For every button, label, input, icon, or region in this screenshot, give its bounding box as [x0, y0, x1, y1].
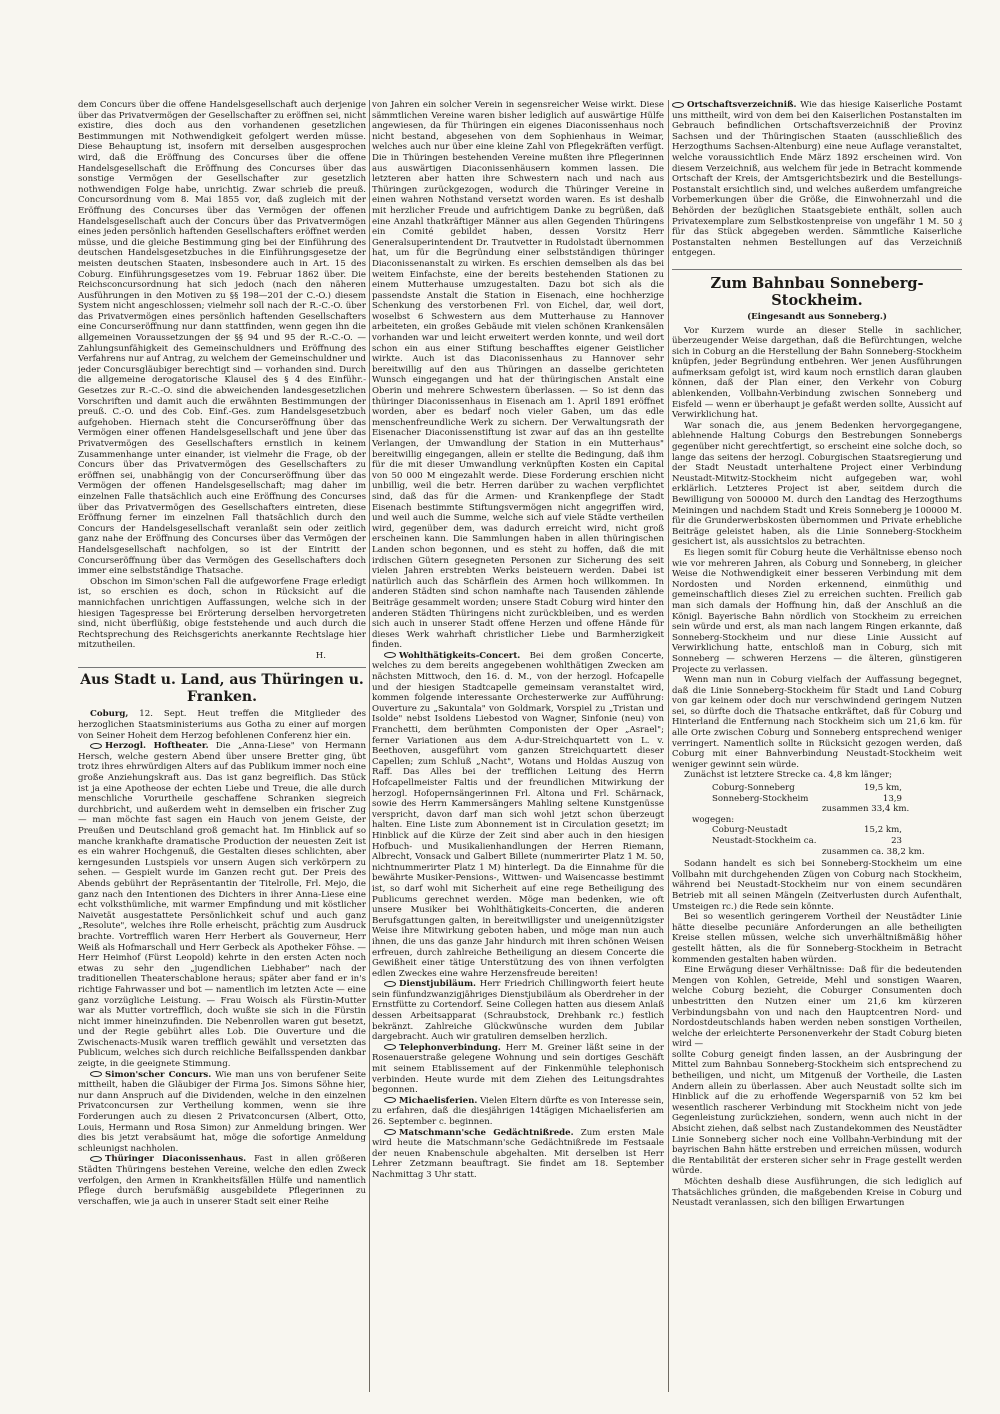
column-rule [668, 100, 669, 1392]
news-text: sollte Coburg geneigt finden lassen, an der Ausbringung der Mittel zum Bahnbau Sonneberg-Stockheim sich entsprechend zu betheiligen, und nicht, um Mitgenuß der Vortheile, die Lasten Andern allein zu überlassen. Aber auch Neustadt sollte sich im Hinblick auf die zu erhoffende Wegersparniß von 52 km bei wesentlich rascherer Verbindung mit Stockheim nicht von jede Gegenleistung zurückziehen, sondern, wenn auch nicht in der Absicht ziehen, daß selbst nach Zustandekommen des Neustädter Linie Sonneberg sicher noch eine Vollbahn-Verbindung mit der bayrischen Bahn hätte erstreben und erreichen müssen, wodurch die Rentabilität der ersteren sicher sehr in Frage gestellt werden würde. [672, 1049, 962, 1177]
section-heading: Aus Stadt u. Land, aus Thüringen u. Franken. [78, 667, 366, 706]
bullet-icon [384, 1044, 396, 1050]
news-heading: Ortschaftsverzeichniß. [687, 100, 797, 110]
concurs-article-text: dem Concurs über die offene Handelsgesellschaft auch derjenige über das Privatvermögen der Gesellschafter zu eröffnen sei, nicht existire, dies doch aus den vorhandenen gesetzlichen Bestimmungen mit Nothwendigkeit gefolgert werden müsse. Diese Behauptung ist, insofern mit derselben ausgesprochen wird, daß die Eröffnung des Concurses über die offene Handelsgesellschaft die Eröffnung des Concurses über das sonstige Vermögen der Gesellschafter zur gesetzlich nothwendigen Folge habe, unrichtig. Zwar schrieb die preuß. Concursordnung vom 8. Mai 1855 vor, daß zugleich mit der Eröffnung des Concurses über das Vermögen der offenen Handelsgesellschaft auch der Concurs über das Privatvermögen eines jeden persönlich haftenden Gesellschafters eröffnet werden müsse, und die gleiche Bestimmung ging bei der Einführung des deutschen Handelsgesetzbuches in die Einführungsgesetze der meisten deutschen Staaten, insbesondere auch in Art. 15 des Coburg. Einführungsgesetzes vom 19. Februar 1862 über. Die Reichsconcursordnung hat sich jedoch (nach den näheren Ausführungen in den Motiven zu §§ 198—201 der C.-O.) diesem System nicht angeschlossen; vielmehr soll nach der R.-C.-O. über das Privatvermögen eines persönlich haftenden Gesellschafters eine Concurseröffnung nur dann stattfinden, wenn gegen ihn die allgemeinen Voraussetzungen der §§ 94 und 95 der R.-C.-O. — Zahlungsunfähigkeit des Gemeinschuldners und Eröffnung des Verfahrens nur auf Antrag, zu welchem der Gemeinschuldner und jeder Concursgläubiger berechtigt sind — vorhanden sind. Durch die allgemeine derogatorische Klausel des § 4 des Einführ.-Gesetzes zur R.-C.-O. sind die abweichenden landesgesetzlichen Vorschriften und damit auch die erwähnten Bestimmungen der preuß. C.-O. und des Cob. Einf.-Ges. zum Handelsgesetzbuch aufgehoben. Hiernach steht die Concurseröffnung über das Vermögen einer offenen Handelsgesellschaft und jene über das Privatvermögen des Gesellschafters ernstlich in keinem Zusammenhange unter einander, ist vielmehr die Frage, ob der Concurs über das Privatvermögen des Gesellschafters zu eröffnen sei, unabhängig von der Concurseröffnung über das Vermögen der offenen Handelsgesellschaft; mag daher im einzelnen Falle thatsächlich auch eine Eröffnung des Concurses über das Privatvermögen des Gesellschafters eintreten, diese Eröffnung ferner im einzelnen Fall thatsächlich durch den Concurs der Handelsgesellschaft veranlaßt sein oder zeitlich ganz nahe der Eröffnung des Concurses über das Vermögen der Handelsgesellschaft nachfolgen, so ist der Eintritt der Concurseröffnung über das Vermögen des Gesellschafters doch immer eine selbstständige Thatsache. [78, 100, 366, 577]
article-subtitle: (Eingesandt aus Sonneberg.) [747, 311, 887, 322]
article-title: Zum Bahnbau Sonneberg-Stockheim. [672, 269, 962, 309]
bullet-icon [384, 981, 396, 987]
news-text: Vor Kurzem wurde an dieser Stelle in sachlicher, überzeugender Weise dargethan, daß die Befürchtungen, welche sich in Coburg an die Herstellung der Bahn Sonneberg-Stockheim knüpfen, jeder Begründung entbehren. Wer jenen Ausführungen aufmerksam gefolgt ist, wird kaum noch ernstlich daran glauben können, daß der Plan einer, den Verkehr von Coburg ablenkenden, Vollbahn-Verbindung zwischen Sonneberg und Eisfeld — wenn er überhaupt je gefaßt werden sollte, Aussicht auf Verwirklichung hat. [672, 325, 962, 421]
news-text: Die „Anna-Liese" von Hermann Hersch, welche gestern Abend über unsere Bretter ging, übt trotz ihres ehrwürdigen Alters auf das Publikum immer noch eine große Anziehungskraft aus. Das ist ganz begreiflich. Das Stück ist ja eine Apotheose der echten Liebe und Treue, die alle durch menschliche Vorurtheile geschaffene Schranken siegreich durchbricht, und außerdem weht in demselben ein frischer Zug — man möchte fast sagen ein Hauch von jenem Geiste, der Preußen und Deutschland groß gemacht hat. Im Hinblick auf so manche krankhafte dramatische Production der neuesten Zeit ist es ein wahrer Hochgenuß, die Gestalten dieses schlichten, aber kerngesunden Lustspiels vor unsern Augen sich verkörpern zu sehen. — Gespielt wurde im Ganzen recht gut. Der Preis des Abends gebührt der Repräsentantin der Titelrolle, Frl. Mejo, die ganz nach den Intentionen des Dichters in ihrer Anna-Liese eine echt volksthümliche, mit warmer Empfindung und mit köstlicher Naivetät ausgestattete Persönlichkeit schuf und auch ganz „Resolute", welches ihre Rolle erheischt, prächtig zum Ausdruck brachte. Vortrefflich waren Herr Herbert als Gouverneur, Herr Weiß als Hofmarschall und Herr Gerbeck als Apotheker Föhse. — Herr Heimhof (Fürst Leopold) kehrte in den ersten Acten noch etwas zu sehr den „jugendlichen Liebhaber" nach der traditionellen Theaterschablone heraus; später aber fand er in's richtige Fahrwasser und bot — namentlich im letzten Acte — eine ganz vorzügliche Leistung. — Frau Woisch als Fürstin-Mutter war als Mutter vortrefflich, doch wußte sie sich in die Fürstin nicht immer hineinzufinden. Die Nebenrollen waren gut besetzt, und der Regie gebührt alles Lob. Die Ouverture und die Zwischenacts-Musik waren trefflich gewählt und versetzten das Publicum, welches sich durch reichliche Beifallsspenden dankbar zeigte, in die geeignete Stimmung. [78, 741, 366, 1070]
news-text: Herr Friedrich Chillingworth feiert heute sein fünfundzwanzigjähriges Dienstjubiläum als Oberdreher in der Ernstfütte zu Cortendorf. Seine Collegen hatten aus diesem Anlaß dessen Arbeitsapparat (Schraubstock, Drehbank rc.) festlich bekränzt. Zahlreiche Glückwünsche wurden dem Jubilar dargebracht. Auch wir gratuliren demselben herzlich. [372, 979, 664, 1043]
dateline: Coburg, [90, 709, 129, 720]
route-label: Coburg-Neustadt [712, 825, 788, 836]
news-text: Wie man uns von berufener Seite mittheilt, haben die Gläubiger der Firma Jos. Simons Söhne hier, nur dann Anspruch auf die Dividenden, welche in den einzelnen Privatconcursen zur Vertheilung kommen, wenn sie ihre Forderungen auch zu diesen 2 Privatconcursen (Albert, Otto, Louis, Hermann und Rosa Simon) zur Anmeldung bringen. Wer dies bis jetzt verabsäumt hat, möge die sofortige Anmeldung schleunigst nachholen. [78, 1069, 366, 1154]
news-text: Bei so wesentlich geringerem Vortheil der Neustädter Linie hätte dieselbe pecuniäre Anforderungen an alle betheiligten Kreise stellen müssen, welche sich unverhältnißmäßig höher gestellt hätten, als die für Sonneberg-Stockheim in Betracht kommenden gestalten haben würden. [672, 912, 962, 965]
news-heading: Simon'scher Concurs. [105, 1069, 212, 1080]
column-3 [672, 100, 962, 1394]
column-2 [372, 100, 664, 1394]
bullet-icon [90, 743, 102, 749]
route-distance: 13,9 [882, 793, 902, 804]
news-text: Fast in allen größeren Städten Thüringens bestehen Vereine, welche den edlen Zweck verfolgen, den Armen in Krankheitsfällen Hülfe und namentlich Pflege durch berufsmäßig ausgebildete Pflegerinnen zu verschaffen, wie ja auch in unserer Stadt seit einer Reihe [78, 1154, 366, 1207]
news-text: 12. Sept. Heut treffen die Mitglieder des herzoglichen Staatsministeriums aus Gotha zu einer auf morgen von Seiner Hoheit dem Herzog befohlenen Conferenz hier ein. [78, 709, 366, 741]
news-heading: Herzogl. Hoftheater. [105, 741, 209, 752]
route-label: Neustadt-Stockheim ca. [712, 836, 817, 846]
news-text: Sodann handelt es sich bei Sonneberg-Stockheim um eine Vollbahn mit durchgehenden Zügen von Coburg nach Stockheim, während bei Neustadt-Stockheim nur von einem secundären Betrieb mit all seinen Mängeln (Zeitverlusten durch Aufenthalt, Umsteigen rc.) die Rede sein könnte. [672, 859, 962, 912]
news-text: War sonach die, aus jenem Bedenken hervorgegangene, ablehnende Haltung Coburgs den Bestrebungen Sonnebergs gegenüber nicht gerechtfertigt, so erscheint eine solche doch, so lange das seitens der herzogl. Coburgischen Staatsregierung und der Stadt Neustadt unterhaltene Project einer Verbindung Neustadt-Mitwitz-Stockheim nicht aufgegeben war, wohl erklärlich. Letzteres Project ist aber, seitdem durch die Bewilligung von 500000 M. durch den Landtag des Herzogthums Meiningen und nachdem Stadt und Kreis Sonneberg je 100000 M. für die Grunderwerbskosten übernommen und Private erhebliche Beiträge geleistet haben, als die Linie Sonneberg-Stockheim gesichert ist, als aussichtslos zu betrachten. [672, 420, 962, 548]
table-total: zusammen ca. 38,2 km. [822, 846, 925, 857]
table-total: zusammen 33,4 km. [822, 804, 910, 815]
article-signature: H. [315, 650, 326, 661]
column-rule [369, 100, 370, 1392]
news-heading: Michaelisferien. [399, 1095, 478, 1106]
route-distance: 19,5 km, [864, 783, 902, 794]
bullet-icon [384, 1097, 396, 1103]
bullet-icon [384, 1129, 396, 1135]
news-heading: Thüringer Diaconissenhaus. [105, 1154, 247, 1165]
news-text: Wenn man nun in Coburg vielfach der Auffassung begegnet, daß die Linie Sonneberg-Stockheim für Stadt und Land Coburg von gar keinem oder doch nur verschwindend geringem Nutzen sei, so dürfte doch die Thatsache entkräftet, daß für Coburg und Hinterland die Entfernung nach Stockheim sich um 21,6 km. für alle Orte zwischen Coburg und Sonneberg entsprechend weniger verringert. Namentlich sollte in Rücksicht gezogen werden, daß Coburg mit einer Bahnverbindung Neustadt-Stockheim weit weniger gewinnt sein würde. [672, 675, 962, 770]
news-text: Wie das hiesige Kaiserliche Postamt uns mittheilt, wird von dem bei den Kaiserlichen Postanstalten im Gebrauch befindlichen Ortschaftsverzeichniß der Provinz Sachsen und der Thüringischen Staaten (ausschließlich des Herzogthums Sachsen-Altenburg) eine neue Auflage veranstaltet, welche voraussichtlich Ende März 1892 erscheinen wird. Von diesem Verzeichniß, aus welchem für jede in Betracht kommende Ortschaft der Kreis, der Amtsgerichtsbezirk und die Bestellungs-Postanstalt ersichtlich sind, und welches außerdem umfangreiche Vorbemerkungen über die Größe, die Einwohnerzahl und die Behörden der bezüglichen Staatsgebiete enthält, sollen auch Privatexemplare zum Selbstkostenpreise von ungefähr 1 M. 50 ₰ für das Stück abgegeben werden. Sämmtliche Kaiserliche Postanstalten nehmen Bestellungen auf das Verzeichniß entgegen. [672, 100, 962, 259]
distance-table [692, 783, 962, 857]
column-1 [78, 100, 366, 1394]
news-heading: Wohlthätigkeits-Concert. [399, 650, 521, 661]
news-text: Zunächst ist letztere Strecke ca. 4,8 km länger; [684, 770, 892, 781]
news-text: Eine Erwägung dieser Verhältnisse: Daß für die bedeutenden Mengen von Kohlen, Getreide, Mehl und sonstigen Waaren, welche Coburg bezieht, die Coburger Consumenten doch unbestritten den Nutzen einer um 21,6 km kürzeren Verbindungsbahn von und nach den Hauptcentren Nord- und Nordostdeutschlands haben werden neben sonstigen Vortheilen, welche der erleichterte Personenverkehr der Stadt Coburg bieten wird — [672, 965, 962, 1050]
table-row [712, 836, 902, 847]
route-distance: 23 [891, 836, 902, 846]
news-text: Bei dem großen Concerte, welches zu dem bereits angegebenen wohlthätigen Zwecken am nächsten Mittwoch, den 16. d. M., von der herzogl. Hofcapelle und der hiesigen Stadtcapelle gemeinsam veranstaltet wird, kommen folgende interessante Orchesterwerke zur Aufführung: Ouverture zu „Sakuntala" von Goldmark, Vorspiel zu „Tristan und Isolde" nebst Isoldens Liebestod von Wagner, Sinfonie (neu) von Franchetti, dem berühmten Componisten der Oper „Asrael"; ferner Variationen aus dem A-dur-Streichquartett von L. v. Beethoven, ausgeführt vom ganzen Streichquartett dieser Capellen; zum Schluß „Nacht", Wotans und Holdas Auszug von Raff. Das Alles bei der trefflichen Leitung des Herrn Hofcapellmeister Faltis und der freundlichen Mitwirkung der herzogl. Hofopernsängerinnen Frl. Altona und Frl. Schärnack, sowie des Herrn Kammersängers Mahling seltene Kunstgenüsse verspricht, davon darf man sich wohl jetzt schon überzeugt halten. Eine Liste zum Abonnement ist in Circulation gesetzt; im Hinblick auf die Kürze der Zeit sind aber auch in den hiesigen Hofbuch- und Musikalienhandlungen der Herren Riemann, Albrecht, Vonsack und Galbert Billete (nummerirter Platz 1 M. 50, nichtnummerirter Platz 1 M) hinterlegt. Da die Einnahme für die bewährte Musiker-Pensions-, Wittwen- und Waisencasse bestimmt ist, so darf wohl mit Sicherheit auf eine rege Betheiligung des Publicums gerechnet werden. Möge man bedenken, wie oft unsere Musiker bei Wohlthätigkeits-Concerten, die anderen Berufsgattungen galten, in bereitwilligster und uneigennützigster Weise ihre Mitwirkung geboten haben, und möge man nun auch ihnen, die uns das ganze Jahr hindurch mit ihren schönen Weisen erfreuen, durch zahlreiche Betheiligung an diesem Concerte die Gewißheit einer tätige Unterstützung des von ihnen verfolgten edlen Zweckes eine wahre Herzensfreude bereiten! [372, 650, 664, 979]
news-heading: Telephonverbindung. [399, 1042, 501, 1053]
route-label: Coburg-Sonneberg [712, 783, 795, 794]
bullet-icon [90, 1156, 102, 1162]
bullet-icon [90, 1071, 102, 1077]
news-text: Herr M. Greiner läßt seine in der Rosenauerstraße gelegene Wohnung und sein dortiges Geschäft mit seinem Etablissement auf der Finkenmühle telephonisch verbinden. Heute wurde mit dem Ziehen des Leitungsdrahtes begonnen. [372, 1042, 664, 1096]
route-distance: 15,2 km, [864, 825, 902, 836]
news-heading: Dienstjubiläum. [399, 979, 477, 990]
route-label: Sonneberg-Stockheim [712, 793, 809, 804]
news-text: Möchten deshalb diese Ausführungen, die sich lediglich auf Thatsächliches gründen, die maßgebenden Kreise in Coburg und Neustadt veranlassen, sich den billigen Erwartungen [672, 1177, 962, 1209]
bullet-icon [384, 652, 396, 658]
concurs-article-closing: Obschon im Simon'schen Fall die aufgeworfene Frage erledigt ist, so erschien es doch, schon in Rücksicht auf die mannichfachen unrichtigen Auffassungen, welche sich in der hiesigen Tagespresse bei Erörterung derselben hervorgetreten sind, nicht überflüßig, obige feststehende und auch durch die Rechtsprechung des Reichsgerichts anerkannte Rechtslage hier mitzutheilen. [78, 576, 366, 651]
news-heading: Matschmann'sche Gedächtnißrede. [399, 1127, 574, 1138]
news-text: von Jahren ein solcher Verein in segensreicher Weise wirkt. Diese sämmtlichen Vereine waren bisher lediglich auf auswärtige Hülfe angewiesen, da für Thüringen ein eigenes Diaconissenhaus noch nicht bestand, abgesehen von dem Sophienhaus in Weimar, welches auch nur über eine kleine Zahl von Pflegekräften verfügt. Die in Thüringen bestehenden Vereine mußten ihre Pflegerinnen aus auswärtigen Diaconissenhäusern kommen lassen. Die letzteren aber hatten ihre Schwestern nach und nach aus Thüringen zurückgezogen, wodurch die Thüringer Vereine in einen wahren Nothstand versetzt worden waren. Es ist deshalb mit herzlicher Freude und aufrichtigem Danke zu begrüßen, daß eine Anzahl thatkräftiger Männer aus allen Gegenden Thüringens ein Comité gebildet haben, dessen Vorsitz Herr Generalsuperintendent Dr. Trautvetter in Rudolstadt übernommen hat, um für die Begründung einer selbstständigen thüringer Diaconissenanstalt zu wirken. Es erschien demselben als das bei weitem Einfachste, eine der bereits bestehenden Stationen zu einem Mutterhause umzugestalten. Dazu bot sich als die passendste Anstalt die Station in Eisenach, eine hochherzige Schenkung des verstorbenen Frl. von Eichel, dar, weil dort, woselbst 6 Schwestern aus dem Mutterhause zu Hannover arbeiteten, ein großes Gebäude mit vielen schönen Krankensälen vorhanden war und leicht erweitert werden konnte, und weil dort schon ein aus einer Stiftung beschafftes eigener Geistlicher wirkte. Auch ist das Diaconissenhaus zu Hannover sehr bereitwillig auf den aus Thüringen an dasselbe gerichteten Wunsch eingegangen und hat der thüringischen Anstalt eine Oberin und mehrere Schwestern überlassen. — So ist denn das thüringer Diaconissenhaus in Eisenach am 1. April 1891 eröffnet worden, aber es bedarf noch vieler Gaben, um das edle menschenfreundliche Werk zu sichern. Der Verwaltungsrath der Eisenacher Diaconissenstiftung ist zwar auf das an ihn gestellte Verlangen, der Umwandlung der Station in ein Mutterhaus" bereitwillig eingegangen, allein er stellte die Bedingung, daß ihm für die mit dieser Umwandlung verknüpften Kosten ein Capital von 50 000 M eingezahlt werde. Diese Forderung erschien nicht unbillig, weil die betr. Herren darüber zu wachen verpflichtet sind, daß das für die Armen- und Krankenpflege der Stadt Eisenach bestimmte Stiftungsvermögen nicht angegriffen wird, und weil auch die Summe, welche sich auf viele Städte vertheilen wird, gegenüber dem, was dadurch erreicht wird, nicht groß erscheinen kann. Die Sammlungen haben in allen thüringischen Landen schon begonnen, und es steht zu hoffen, daß die mit irdischen Gütern gesegneten Personen zur Sicherung des seit vielen Jahren erstrebten Werks beisteuern werden. Dabei ist natürlich auch das Schärflein des Armen hoch willkommen. In anderen Städten sind schon namhafte nach Tausenden zählende Beiträge gesammelt worden; unsere Stadt Coburg wird hinter den anderen Städten Thüringens nicht zurückbleiben, und es werden sich auch in unserer Stadt offene Herzen und offene Hände für dieses Werk wahrhaft christlicher Liebe und Barmherzigkeit finden. [372, 100, 664, 651]
table-row [712, 794, 902, 805]
table-row [712, 825, 902, 836]
news-text: Es liegen somit für Coburg heute die Verhältnisse ebenso noch wie vor mehreren Jahren, als Coburg und Sonneberg, in gleicher Weise die Nothwendigkeit einer besseren Verbindung mit dem Nordosten und Norden erkennend, einmüthig und gemeinschaftlich dieses Ziel zu erreichen suchten. Freilich gab man sich damals der Hoffnung hin, daß der Anschluß an die Königl. Bayerische Bahn nördlich von Stockheim zu erreichen sein würde und erst, als man nach langem Ringen erkannte, daß Sonneberg-Stockheim und nur diese Linie Aussicht auf Verwirklichung hatte, entschloß man in Coburg, sich mit Sonneberg — schweren Herzens — die älteren, günstigeren Projecte zu verlassen. [672, 547, 962, 675]
bullet-icon [672, 102, 684, 108]
table-separator: wogegen: [692, 814, 735, 825]
news-text: Zum ersten Male wird heute die Matschmann'sche Gedächtnißrede im Festsaale der neuen Knabenschule abgehalten. Mit derselben ist Herr Lehrer Zetzmann beauftragt. Sie findet am 18. September Nachmittag 3 Uhr statt. [372, 1127, 664, 1180]
table-row [712, 783, 902, 794]
news-text: Vielen Eltern dürfte es von Interesse sein, zu erfahren, daß die diesjährigen 14tägigen Michaelisferien am 26. September c. beginnen. [372, 1095, 664, 1127]
